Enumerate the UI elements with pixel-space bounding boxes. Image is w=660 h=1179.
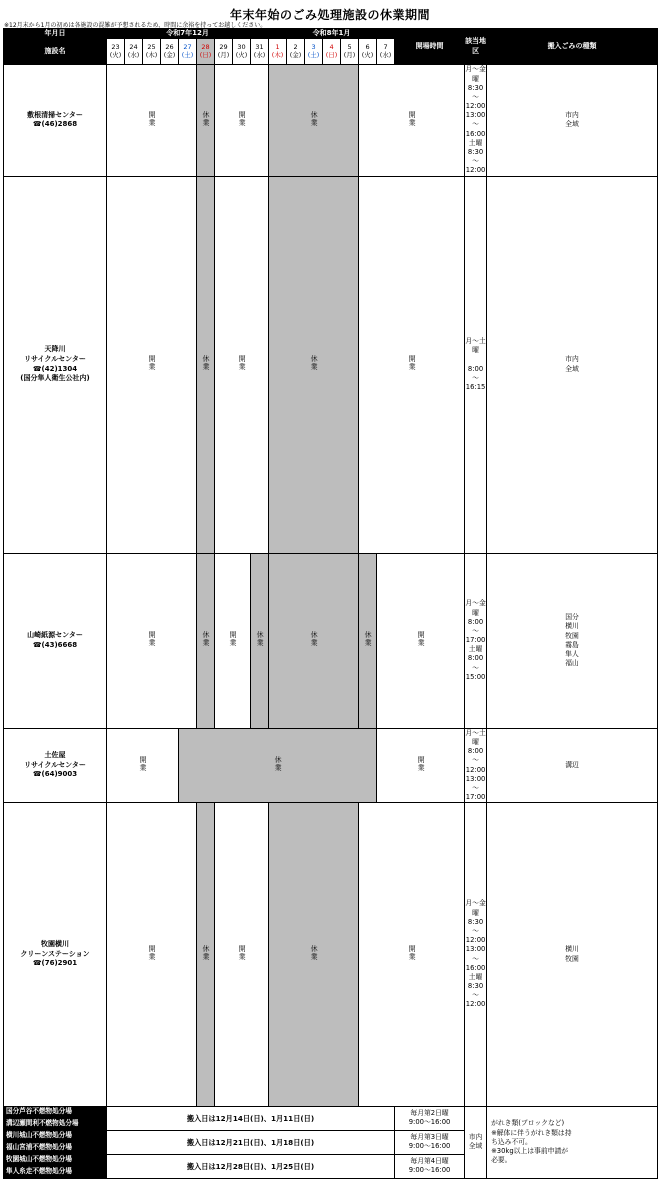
open-cell (359, 176, 465, 553)
day-weekday: (月) (343, 50, 356, 59)
text-line: ※30kg以上は事前申請が (491, 1146, 569, 1155)
vertical-label: 開業 (139, 755, 148, 772)
page-title: 年末年始のごみ処理施設の休業期間 (229, 8, 430, 22)
text-line: 8:30～12:00 (465, 147, 486, 175)
header-area: 該当地区 (465, 29, 487, 65)
day-weekday: (土) (181, 50, 194, 59)
text-line: 13:00～17:00 (465, 774, 486, 802)
open-cell (377, 553, 465, 728)
text-line: 月～土曜 (465, 728, 486, 746)
vertical-label: 開業 (408, 354, 417, 371)
vertical-label: 開業 (229, 631, 238, 648)
open-cell (359, 65, 465, 176)
facility-name (4, 65, 107, 176)
area-cell (487, 553, 658, 728)
text-line: 全域 (565, 364, 579, 373)
text-line: 国分 (565, 613, 579, 622)
day-header (197, 39, 215, 65)
text-line: 牧園 (565, 631, 579, 640)
open-cell (215, 553, 251, 728)
closed-cell (179, 728, 377, 802)
day-header (143, 39, 161, 65)
day-header (251, 39, 269, 65)
open-cell (377, 728, 465, 802)
closed-cell (197, 803, 215, 1107)
landfill-row (4, 1106, 658, 1118)
text-line: 福山 (565, 659, 579, 668)
vertical-label: 開業 (417, 631, 426, 648)
hours-cell (465, 65, 487, 176)
text-line: ☎(76)2901 (32, 959, 78, 968)
day-weekday: (金) (163, 50, 176, 59)
landfill-name: 隼人糸走不燃物処分場 (4, 1166, 107, 1178)
text-line: 9:00～16:00 (408, 1118, 451, 1127)
text-line: 必要。 (491, 1156, 512, 1165)
text-line: 全域 (468, 1142, 483, 1151)
day-header (341, 39, 359, 65)
vertical-label: 休業 (364, 631, 373, 648)
text-line: 土曜 (468, 138, 483, 147)
text-line: 毎月第3日曜 (410, 1133, 449, 1142)
vertical-label: 開業 (238, 354, 247, 371)
vertical-label: 開業 (148, 354, 157, 371)
day-weekday: (日) (325, 50, 338, 59)
area-cell (487, 65, 658, 176)
text-line: 毎月第2日曜 (410, 1109, 449, 1118)
hours-cell (465, 553, 487, 728)
open-cell (107, 728, 179, 802)
vertical-label: 開業 (148, 631, 157, 648)
day-weekday: (水) (127, 50, 140, 59)
day-number: 6 (365, 43, 370, 52)
open-cell (215, 803, 269, 1107)
vertical-label: 休業 (310, 354, 319, 371)
closed-cell (269, 553, 359, 728)
vertical-label: 休業 (310, 944, 319, 961)
day-number: 30 (237, 43, 246, 52)
day-weekday: (水) (253, 50, 266, 59)
closed-cell (269, 65, 359, 176)
vertical-label: 休業 (202, 944, 211, 961)
header-hours: 開場時間 (395, 29, 465, 65)
landfill-name: 牧園城山不燃物処分場 (4, 1154, 107, 1166)
day-header (125, 39, 143, 65)
header-kinds: 搬入ごみの種類 (487, 29, 658, 65)
closed-cell (197, 553, 215, 728)
text-line: ☎(64)9003 (32, 770, 78, 779)
facility-name (4, 728, 107, 802)
day-weekday: (木) (271, 50, 284, 59)
vertical-label: 開業 (238, 110, 247, 127)
closed-cell (269, 803, 359, 1107)
day-header (305, 39, 323, 65)
day-weekday: (金) (289, 50, 302, 59)
day-number: 23 (111, 43, 120, 52)
text-line: 全域 (565, 120, 579, 129)
text-line: がれき類(ブロックなど) (491, 1119, 565, 1128)
facility-name (4, 553, 107, 728)
header-year-month: 年月日 (4, 29, 107, 39)
text-line: 牧園横川 (41, 939, 69, 948)
text-line: ※解体に伴うがれき類は持 (491, 1128, 572, 1137)
text-line: 8:00～17:00 (465, 617, 486, 645)
area-cell (487, 176, 658, 553)
bring-in-dates: 搬入日は12月14日(日)、1月11日(日) (107, 1106, 395, 1130)
text-line: 市内 (565, 111, 579, 120)
bring-in-dates: 搬入日は12月28日(日)、1月25日(日) (107, 1154, 395, 1178)
text-line: 隼人 (565, 649, 579, 658)
text-line: 8:00～15:00 (465, 654, 486, 681)
day-number: 3 (311, 43, 316, 52)
facility-row (4, 176, 658, 553)
facility-row (4, 728, 658, 802)
facility-row (4, 803, 658, 1107)
day-weekday: (月) (217, 50, 230, 59)
area-cell (487, 728, 658, 802)
text-line: ち込み不可。 (491, 1137, 532, 1146)
closed-cell (251, 553, 269, 728)
day-number: 2 (293, 43, 298, 52)
text-line (465, 355, 486, 364)
vertical-label: 開業 (417, 755, 426, 772)
open-cell (107, 65, 197, 176)
vertical-label: 休業 (274, 755, 283, 772)
text-line: リサイクルセンター (24, 760, 86, 769)
hours-cell (465, 728, 487, 802)
text-line: ☎(42)1304 (32, 364, 78, 373)
day-weekday: (水) (379, 50, 392, 59)
text-line: 9:00～16:00 (408, 1142, 451, 1151)
text-line: ☎(46)2868 (32, 120, 78, 129)
landfill-kinds (487, 1106, 658, 1178)
text-line: クリーンステーション (20, 949, 90, 958)
text-line: 13:00～16:00 (465, 945, 486, 972)
text-line: 土曜 (468, 645, 483, 654)
landfill-name: 福山宮浦不燃物処分場 (4, 1142, 107, 1154)
hours-cell (465, 803, 487, 1107)
day-weekday: (木) (145, 50, 158, 59)
closed-cell (197, 176, 215, 553)
text-line: ☎(43)6668 (32, 640, 78, 649)
open-cell (215, 176, 269, 553)
day-number: 4 (329, 43, 334, 52)
header-facility: 施設名 (4, 39, 107, 65)
vertical-label: 開業 (408, 110, 417, 127)
day-number: 7 (383, 43, 388, 52)
day-weekday: (日) (199, 50, 212, 59)
day-header (287, 39, 305, 65)
vertical-label: 開業 (148, 944, 157, 961)
text-line: 牧園 (565, 954, 579, 963)
text-line: 8:00～16:15 (465, 364, 486, 391)
vertical-label: 休業 (202, 631, 211, 648)
day-number: 5 (347, 43, 352, 52)
day-header (161, 39, 179, 65)
day-header (107, 39, 125, 65)
text-line: 市内 (468, 1133, 483, 1142)
text-line: 市内 (565, 355, 579, 364)
text-line: 敷根清掃センター (27, 110, 83, 119)
day-number: 27 (183, 43, 192, 52)
open-cell (107, 176, 197, 553)
area-cell (487, 803, 658, 1107)
vertical-label: 休業 (256, 631, 265, 648)
schedule-table (3, 28, 658, 1179)
text-line: リサイクルセンター (24, 354, 86, 363)
text-line: 8:30～12:00 (465, 917, 486, 945)
header-reiwa7-dec: 令和7年12月 (107, 29, 269, 39)
day-number: 25 (147, 43, 156, 52)
day-number: 29 (219, 43, 228, 52)
text-line: 毎月第4日曜 (410, 1157, 449, 1166)
open-cell (107, 803, 197, 1107)
text-line: 土曜 (468, 972, 483, 981)
text-line: 土佐屋 (44, 750, 66, 759)
day-weekday: (土) (307, 50, 320, 59)
day-weekday: (火) (235, 50, 248, 59)
vertical-label: 休業 (202, 110, 211, 127)
facility-name (4, 803, 107, 1107)
text-line: 山崎紙源センター (27, 630, 83, 639)
facility-row (4, 553, 658, 728)
landfill-hours (395, 1154, 465, 1178)
text-line: 13:00～16:00 (465, 111, 486, 138)
vertical-label: 開業 (238, 944, 247, 961)
day-number: 1 (275, 43, 280, 52)
closed-cell (269, 176, 359, 553)
landfill-hours (395, 1106, 465, 1130)
landfill-hours (395, 1130, 465, 1154)
closed-cell (197, 65, 215, 176)
open-cell (107, 553, 197, 728)
text-line: 月～土曜 (465, 337, 486, 355)
day-header (179, 39, 197, 65)
note-text: ※12月末から1月の初めは各施設の混雑が予想されるため、時間に余裕を持ってお越しください。 (4, 22, 267, 29)
text-line: 霧島 (565, 640, 579, 649)
vertical-label: 開業 (408, 944, 417, 961)
text-line: 8:00～12:00 (465, 747, 486, 774)
text-line: 8:30～12:00 (465, 982, 486, 1009)
hours-cell (465, 176, 487, 553)
text-line: 横川 (565, 622, 579, 631)
vertical-label: 開業 (148, 110, 157, 127)
vertical-label: 休業 (310, 631, 319, 648)
header-reiwa8-jan: 令和8年1月 (269, 29, 395, 39)
day-header (323, 39, 341, 65)
vertical-label: 休業 (310, 110, 319, 127)
day-number: 28 (201, 43, 210, 52)
text-line: 溝辺 (565, 760, 579, 769)
text-line: 9:00～16:00 (408, 1166, 451, 1175)
text-line: 月～金曜 (465, 65, 486, 83)
open-cell (359, 803, 465, 1107)
text-line: 月～金曜 (465, 599, 486, 617)
closed-cell (359, 553, 377, 728)
landfill-area (465, 1106, 487, 1178)
text-line: 月～金曜 (465, 899, 486, 917)
day-header (359, 39, 377, 65)
day-header (269, 39, 287, 65)
day-weekday: (火) (109, 50, 122, 59)
landfill-name: 横川城山不燃物処分場 (4, 1130, 107, 1142)
day-header (215, 39, 233, 65)
facility-row (4, 65, 658, 176)
day-header (377, 39, 395, 65)
facility-name (4, 176, 107, 553)
text-line: 8:30～12:00 (465, 83, 486, 111)
landfill-name: 溝辺瀬間利不燃物処分場 (4, 1118, 107, 1130)
day-number: 26 (165, 43, 174, 52)
text-line: 天降川 (44, 344, 66, 353)
day-header (233, 39, 251, 65)
vertical-label: 休業 (202, 354, 211, 371)
day-number: 31 (255, 43, 264, 52)
text-line: 横川 (565, 945, 579, 954)
landfill-name: 国分芦谷不燃物処分場 (4, 1106, 107, 1118)
day-number: 24 (129, 43, 138, 52)
text-line: (国分隼人衛生公社内) (20, 374, 90, 383)
open-cell (215, 65, 269, 176)
bring-in-dates: 搬入日は12月21日(日)、1月18日(日) (107, 1130, 395, 1154)
day-weekday: (火) (361, 50, 374, 59)
